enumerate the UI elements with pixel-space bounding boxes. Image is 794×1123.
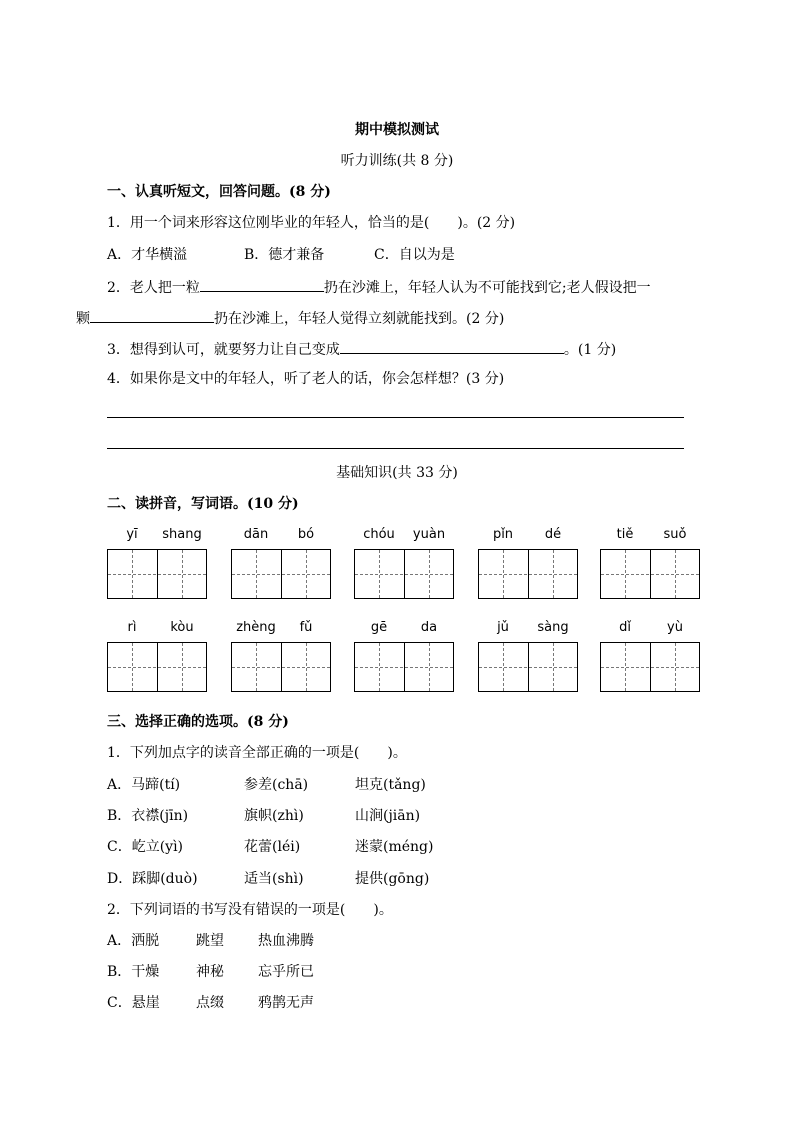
option-c[interactable]: C．悬崖 [107, 995, 160, 1011]
section-1-heading: 一、认真听短文，回答问题。(8 分) [107, 184, 331, 200]
pinyin-label: yī [126, 527, 138, 542]
fill-blank[interactable] [340, 339, 564, 354]
word: 花蕾(léi) [244, 839, 301, 855]
pinyin-label: da [420, 620, 438, 635]
option-a[interactable]: A．才华横溢 [107, 247, 188, 263]
question-3-2: 2．下列词语的书写没有错误的一项是( )。 [107, 902, 393, 918]
pinyin-label: kòu [170, 620, 194, 635]
word: 鸦鹊无声 [258, 995, 314, 1011]
character-grid[interactable] [231, 642, 331, 692]
character-grid[interactable] [600, 549, 700, 599]
character-grid[interactable] [600, 642, 700, 692]
pinyin-label: gē [370, 620, 388, 635]
option-d[interactable]: D．踩脚(duò) [107, 871, 198, 887]
pinyin-label: pǐn [492, 527, 514, 542]
question-3-1: 1．下列加点字的读音全部正确的一项是( )。 [107, 745, 407, 761]
option-b[interactable]: B．干燥 [107, 964, 160, 980]
word: 点缀 [196, 995, 224, 1011]
word: 热血沸腾 [258, 933, 314, 949]
listening-header: 听力训练(共 8 分) [340, 153, 454, 169]
section-3-heading: 三、选择正确的选项。(8 分) [107, 714, 289, 730]
question-1-3: 3．想得到认可，就要努力让自己变成 。(1 分) [107, 339, 616, 359]
word: 迷蒙(méng) [355, 839, 434, 855]
answer-line[interactable] [107, 417, 684, 418]
character-grid[interactable] [478, 549, 578, 599]
pinyin-label: chóu [363, 527, 395, 542]
pinyin-label: bó [297, 527, 315, 542]
option-b[interactable]: B．德才兼备 [244, 247, 325, 263]
option-a[interactable]: A．马蹄(tí) [107, 777, 181, 793]
option-b[interactable]: B．衣襟(jīn) [107, 808, 189, 824]
word: 适当(shì) [244, 871, 304, 887]
pinyin-label: dé [544, 527, 562, 542]
pinyin-label: tiě [616, 527, 634, 542]
pinyin-label: shang [162, 527, 202, 542]
pinyin-label: rì [127, 620, 137, 635]
pinyin-label: dǐ [619, 620, 631, 635]
word: 山涧(jiān) [355, 808, 421, 824]
fill-blank[interactable] [90, 308, 214, 323]
character-grid[interactable] [231, 549, 331, 599]
page-title: 期中模拟测试 [355, 122, 439, 138]
word: 神秘 [196, 964, 224, 980]
pinyin-label: suǒ [663, 527, 687, 542]
basics-header: 基础知识(共 33 分) [336, 465, 458, 481]
pinyin-label: fǔ [299, 620, 313, 635]
question-1-2-line1: 2．老人把一粒 扔在沙滩上，年轻人认为不可能找到它;老人假设把一 [107, 277, 651, 297]
pinyin-label: sàng [537, 620, 569, 635]
character-grid[interactable] [354, 549, 454, 599]
answer-line[interactable] [107, 448, 684, 449]
pinyin-label: dān [243, 527, 269, 542]
section-2-heading: 二、读拼音，写词语。(10 分) [107, 496, 299, 512]
pinyin-label: yù [667, 620, 683, 635]
character-grid[interactable] [107, 642, 207, 692]
question-1-4: 4．如果你是文中的年轻人，听了老人的话，你会怎样想？(3 分) [107, 371, 505, 387]
word: 参差(chā) [244, 777, 309, 793]
pinyin-label: jǔ [497, 620, 509, 635]
pinyin-label: yuàn [412, 527, 446, 542]
option-c[interactable]: C．自以为是 [374, 247, 455, 263]
word: 提供(gōng) [355, 871, 430, 887]
word: 跳望 [196, 933, 224, 949]
question-1-2-line2: 颗 扔在沙滩上，年轻人觉得立刻就能找到。(2 分) [76, 308, 504, 328]
word: 坦克(tǎng) [355, 777, 426, 793]
character-grid[interactable] [354, 642, 454, 692]
character-grid[interactable] [478, 642, 578, 692]
word: 忘乎所已 [258, 964, 314, 980]
pinyin-label: zhèng [236, 620, 276, 635]
option-c[interactable]: C．屹立(yì) [107, 839, 184, 855]
question-1-1: 1．用一个词来形容这位刚毕业的年轻人，恰当的是( )。(2 分) [107, 215, 516, 231]
word: 旗帜(zhì) [244, 808, 304, 824]
character-grid[interactable] [107, 549, 207, 599]
option-a[interactable]: A．洒脱 [107, 933, 160, 949]
fill-blank[interactable] [200, 277, 324, 292]
